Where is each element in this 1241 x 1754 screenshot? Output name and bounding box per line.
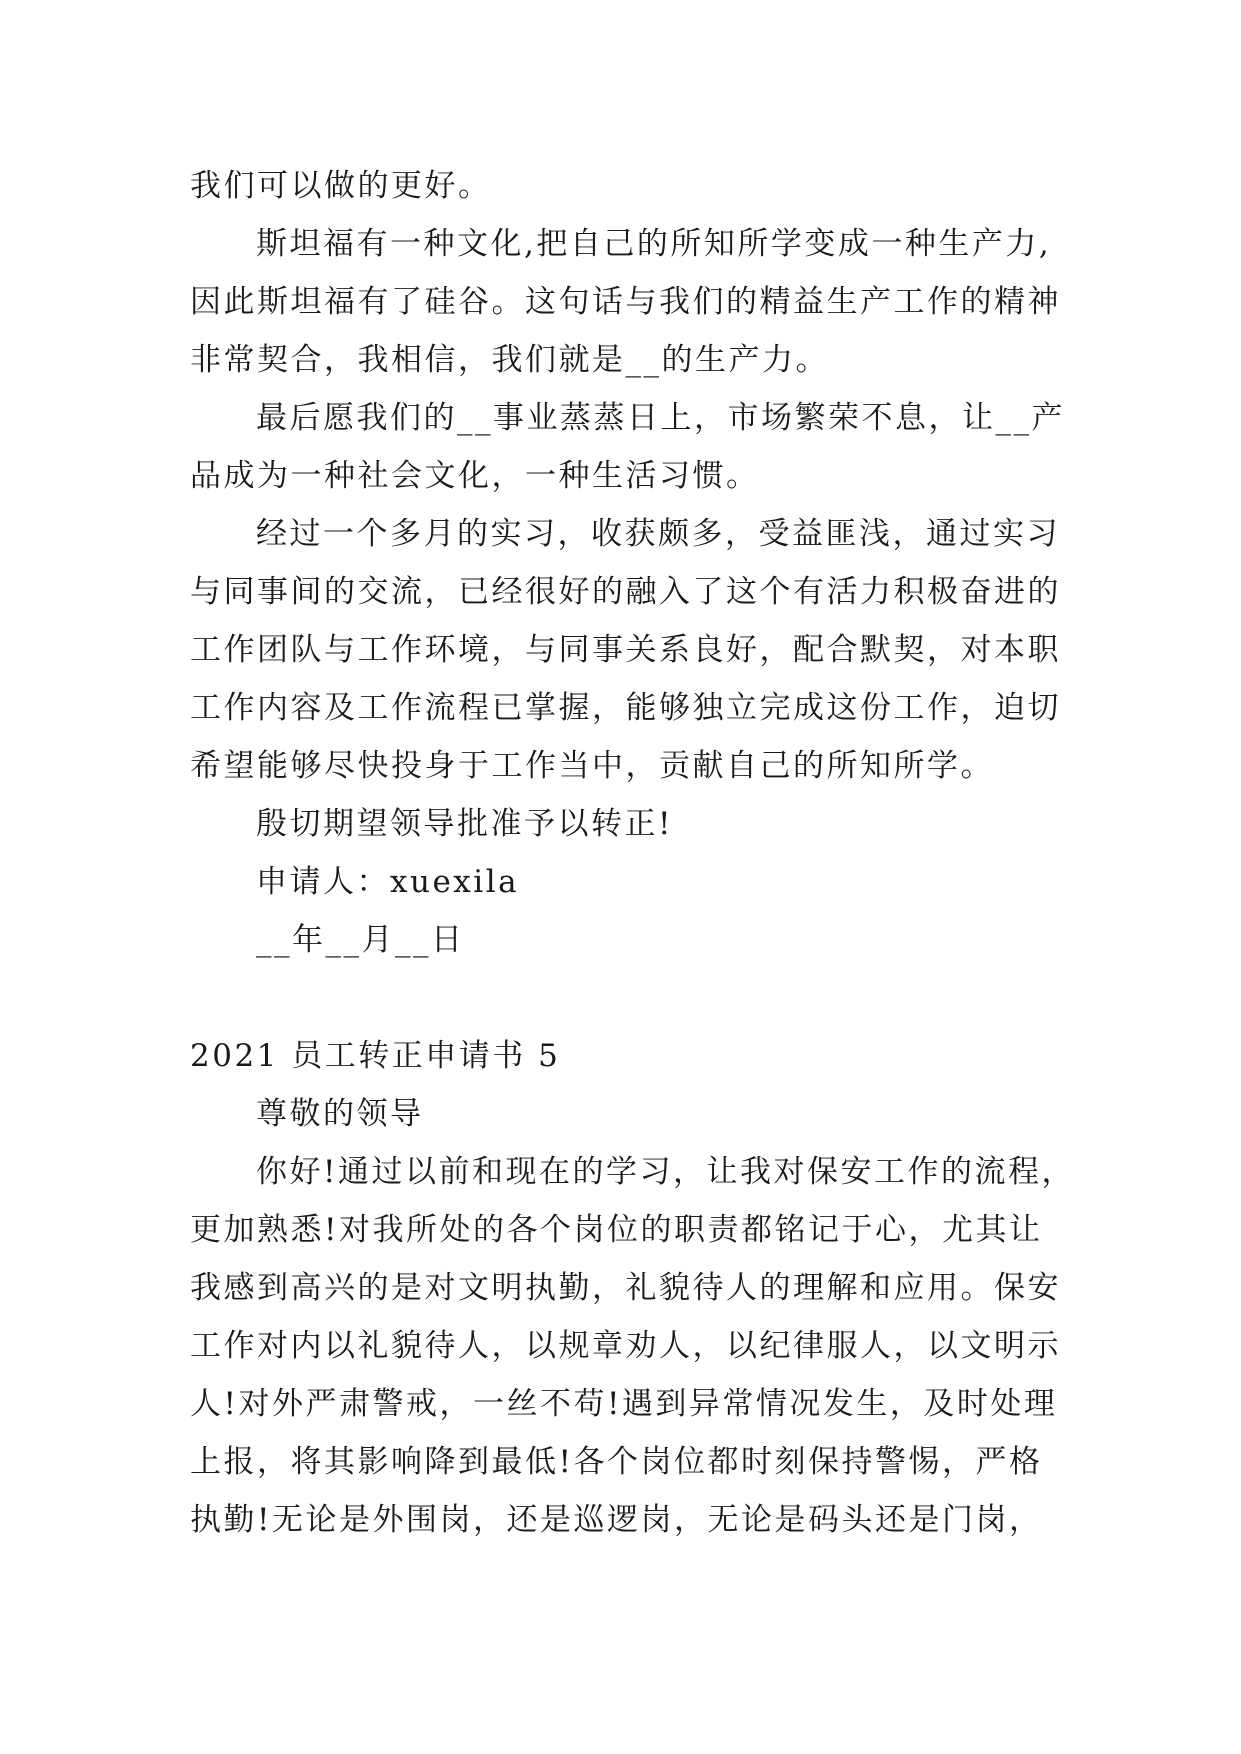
text-line: 殷切期望领导批准予以转正! [256,806,673,842]
text-line: 上报，将其影响降到最低!各个岗位都时刻保持警惕，严格 [190,1444,1043,1480]
text-line: 斯坦福有一种文化,把自己的所知所学变成一种生产力, [256,226,1052,262]
text-line: 工作内容及工作流程已掌握，能够独立完成这份工作，迫切 [190,690,1061,726]
text-line: 工作团队与工作环境，与同事关系良好，配合默契，对本职 [190,632,1061,668]
text-line: 希望能够尽快投身于工作当中，贡献自己的所知所学。 [190,748,994,784]
text-line: 你好!通过以前和现在的学习，让我对保安工作的流程， [256,1154,1075,1190]
salutation: 尊敬的领导 [256,1096,424,1132]
text-line: 与同事间的交流，已经很好的融入了这个有活力积极奋进的 [190,574,1061,610]
text-line: 因此斯坦福有了硅谷。这句话与我们的精益生产工作的精神 [190,284,1061,320]
signature-line: 申请人：xuexila [256,864,520,900]
section-heading: 2021 员工转正申请书 5 [190,1038,561,1074]
text-line: 人!对外严肃警戒，一丝不苟!遇到异常情况发生，及时处理 [190,1386,1058,1422]
text-line: 经过一个多月的实习，收获颇多，受益匪浅，通过实习 [256,516,1060,552]
text-line: 工作对内以礼貌待人，以规章劝人，以纪律服人，以文明示 [190,1328,1061,1364]
text-line: 我感到高兴的是对文明执勤，礼貌待人的理解和应用。保安 [190,1270,1061,1306]
text-line: 我们可以做的更好。 [190,168,492,204]
text-line: 更加熟悉!对我所处的各个岗位的职责都铭记于心，尤其让 [190,1212,1043,1248]
text-line: 品成为一种社会文化，一种生活习惯。 [190,458,760,494]
date-line: __年__月__日 [256,922,465,958]
text-line: 执勤!无论是外围岗，还是巡逻岗，无论是码头还是门岗， [190,1502,1043,1538]
text-line: 最后愿我们的__事业蒸蒸日上，市场繁荣不息，让__产 [256,400,1065,436]
text-line: 非常契合，我相信，我们就是__的生产力。 [190,342,829,378]
